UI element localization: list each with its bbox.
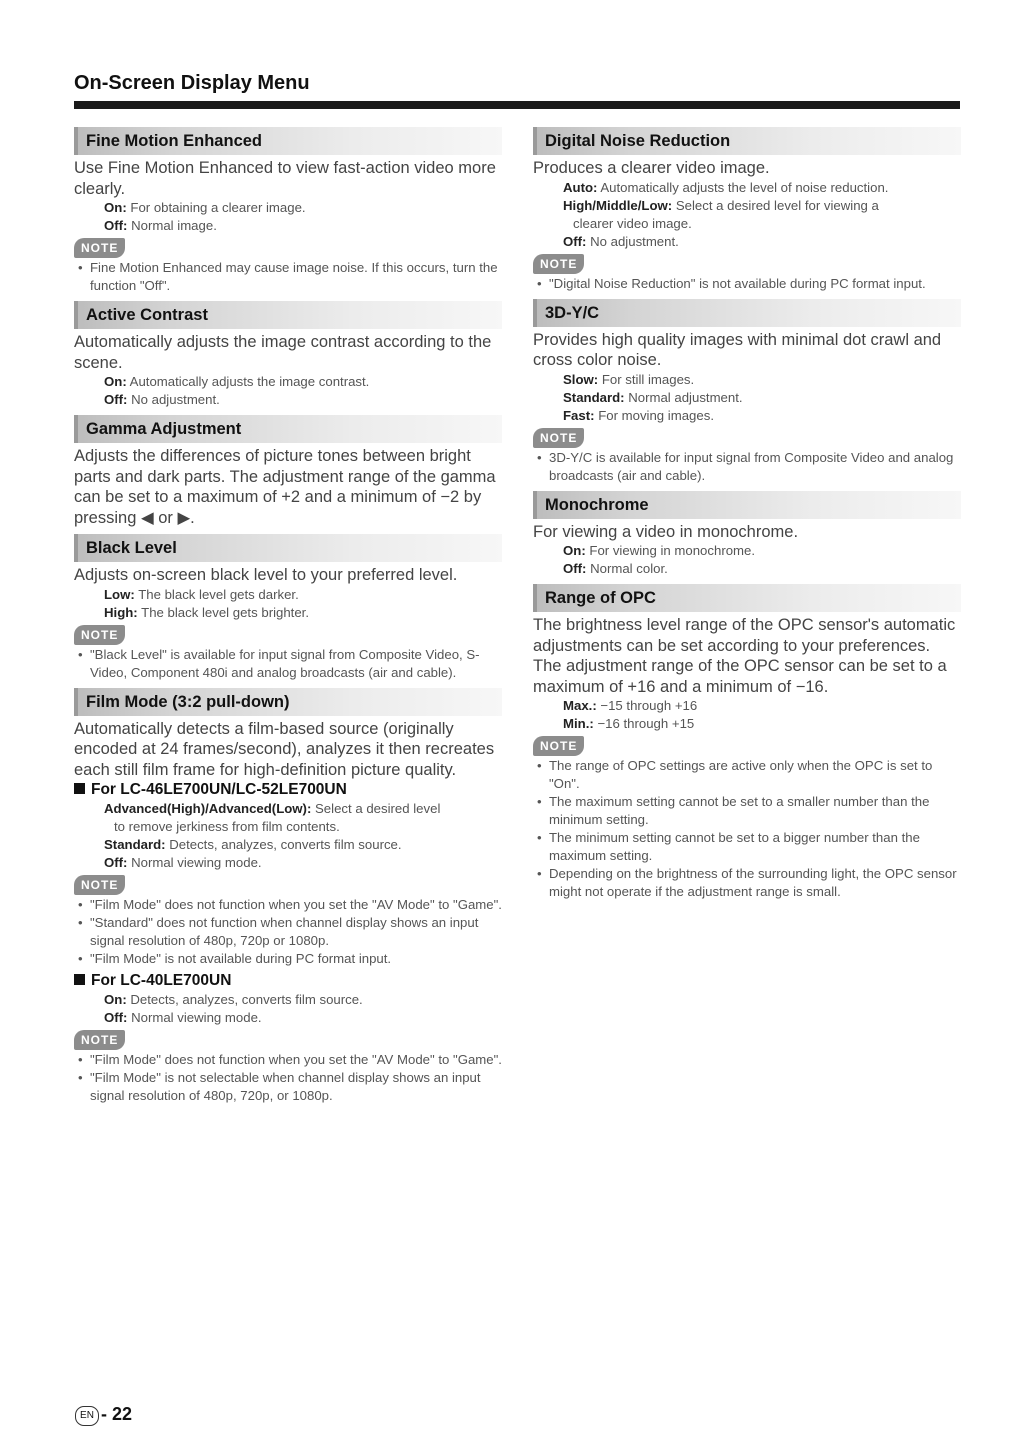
section-intro: Adjusts on-screen black level to your preferred level. [74, 566, 458, 584]
option-label: Off: [104, 218, 128, 233]
note-item: • The maximum setting cannot be set to a smaller number than the minimum setting. [533, 793, 961, 829]
section-gamma-adjustment [74, 415, 502, 528]
note-item: • "Film Mode" does not function when you set the "AV Mode" to "Game". [74, 896, 502, 914]
note-icon: NOTE [74, 238, 125, 258]
option-label: Off: [104, 392, 128, 407]
option-item [104, 1009, 502, 1027]
section-intro: For viewing a video in monochrome. [533, 522, 799, 541]
option-label: On: [104, 992, 127, 1007]
note-item: • Fine Motion Enhanced may cause image noise. If this occurs, turn the function "Off". [74, 259, 502, 295]
section-fine-motion-enhanced [74, 127, 502, 295]
section-heading: Fine Motion Enhanced [74, 127, 502, 155]
note-item: • "Film Mode" is not available during PC format input. [74, 950, 502, 968]
note-item: • "Black Level" is available for input signal from Composite Video, S-Video, Component 480i and analog broadcasts (air and cable). [74, 646, 502, 682]
section-heading: Digital Noise Reduction [533, 127, 961, 155]
model-subheading-text: For LC-46LE700UN/LC-52LE700UN [91, 781, 347, 798]
note-icon: NOTE [74, 1030, 125, 1050]
option-label: High: [104, 604, 138, 620]
option-text-continued: clearer video image. [573, 215, 692, 231]
en-language-icon: EN [75, 1406, 99, 1426]
option-item [563, 715, 961, 733]
model-subheading [74, 781, 502, 799]
option-label: Advanced(High)/Advanced(Low): [104, 801, 312, 816]
page-title: On-Screen Display Menu [74, 72, 310, 94]
option-text: For moving images. [598, 407, 714, 423]
section-monochrome [533, 491, 961, 579]
page-number-text: - 22 [101, 1404, 133, 1424]
option-text: Normal image. [131, 218, 217, 233]
option-label: On: [104, 200, 127, 215]
note-list [533, 275, 961, 293]
section-intro: Adjusts the differences of picture tones between bright parts and dark parts. The adjustment range of the gamma can be set to a maximum of +2 and a minimum of −2 by pressing ◀ or ▶. [74, 447, 496, 527]
model-subheading-text: For LC-40LE700UN [91, 972, 232, 989]
note-item: • "Film Mode" is not selectable when channel display shows an input signal resolution of 480p, 720p, or 1080p. [74, 1069, 502, 1105]
option-item [563, 197, 961, 233]
note-icon: NOTE [74, 625, 125, 645]
section-digital-noise-reduction [533, 127, 961, 293]
option-text: Normal viewing mode. [131, 1010, 262, 1025]
note-icon: NOTE [74, 875, 125, 895]
option-text: Normal adjustment. [628, 389, 743, 405]
option-text: −15 through +16 [600, 698, 698, 713]
option-label: Auto: [563, 179, 598, 195]
section-intro: Automatically detects a film-based source (originally encoded at 24 frames/second), analyzes it then recreates each still film frame for high-definition picture quality. [74, 719, 495, 779]
option-text: For still images. [601, 371, 695, 387]
option-text: Automatically adjusts the level of noise reduction. [600, 179, 889, 195]
option-text: Detects, analyzes, converts film source. [169, 837, 402, 852]
note-list [533, 449, 961, 485]
option-label: Off: [104, 1010, 128, 1025]
option-label: Standard: [563, 389, 625, 405]
note-list [74, 259, 502, 295]
option-item [104, 373, 502, 391]
note-item: • Depending on the brightness of the surrounding light, the OPC sensor might not operate if the adjustment range is small. [533, 865, 961, 901]
option-text: The black level gets brighter. [141, 604, 310, 620]
note-item: • "Film Mode" does not function when you set the "AV Mode" to "Game". [74, 1051, 502, 1069]
option-text-continued: to remove jerkiness from film contents. [114, 819, 340, 834]
option-text: Select a desired level [315, 801, 441, 816]
option-item [563, 542, 961, 560]
section-intro: Produces a clearer video image. [533, 159, 770, 177]
square-bullet-icon [74, 974, 85, 985]
note-icon: NOTE [533, 428, 584, 448]
option-text: No adjustment. [131, 392, 220, 407]
note-list [74, 896, 502, 968]
section-heading: Black Level [74, 534, 502, 562]
section-black-level [74, 534, 502, 682]
option-label: Off: [104, 855, 128, 870]
option-item [104, 836, 502, 854]
note-item: • "Standard" does not function when channel display shows an input signal resolution of 480p, 720p or 1080p. [74, 914, 502, 950]
option-item [563, 389, 961, 407]
section-film-mode [74, 688, 502, 1106]
section-heading: Range of OPC [533, 584, 961, 612]
option-item [104, 217, 502, 235]
option-item [563, 233, 961, 251]
option-label: Max.: [563, 698, 597, 713]
section-intro: Use Fine Motion Enhanced to view fast-action video more clearly. [74, 159, 496, 198]
option-item [563, 697, 961, 715]
section-intro: Automatically adjusts the image contrast according to the scene. [74, 333, 492, 372]
option-item [104, 199, 502, 217]
option-label: Low: [104, 586, 135, 602]
option-item [563, 179, 961, 197]
option-text: No adjustment. [590, 233, 679, 249]
title-rule [74, 101, 960, 109]
note-item: • The range of OPC settings are active only when the OPC is set to "On". [533, 757, 961, 793]
section-heading: Gamma Adjustment [74, 415, 502, 443]
option-label: Off: [563, 233, 587, 249]
option-text: −16 through +15 [597, 716, 695, 731]
option-item [104, 604, 502, 622]
option-text: Normal viewing mode. [131, 855, 262, 870]
option-text: The black level gets darker. [138, 586, 299, 602]
option-text: Automatically adjusts the image contrast. [129, 374, 370, 389]
note-list [533, 757, 961, 901]
square-bullet-icon [74, 783, 85, 794]
option-item [104, 991, 502, 1009]
section-intro: The brightness level range of the OPC sensor's automatic adjustments can be set according to your preferences. The adjustment range of the OPC sensor can be set to a maximum of +16 and a minimum of −16. [533, 616, 956, 696]
option-item [563, 371, 961, 389]
option-label: Off: [563, 561, 587, 576]
note-icon: NOTE [533, 736, 584, 756]
section-heading: Monochrome [533, 491, 961, 519]
page-number [75, 1404, 132, 1426]
option-label: Slow: [563, 371, 599, 387]
option-item [104, 391, 502, 409]
option-item [563, 560, 961, 578]
option-label: On: [104, 374, 127, 389]
section-heading: 3D-Y/C [533, 299, 961, 327]
note-icon: NOTE [533, 254, 584, 274]
option-label: On: [563, 543, 586, 558]
section-range-of-opc [533, 584, 961, 901]
note-item: • The minimum setting cannot be set to a bigger number than the maximum setting. [533, 829, 961, 865]
note-item: • "Digital Noise Reduction" is not available during PC format input. [533, 275, 961, 293]
option-item [104, 586, 502, 604]
right-column [533, 127, 961, 907]
option-item [104, 800, 502, 836]
model-subheading [74, 972, 502, 990]
option-label: Min.: [563, 716, 594, 731]
section-heading: Film Mode (3:2 pull-down) [74, 688, 502, 716]
option-item [563, 407, 961, 425]
left-column [74, 127, 502, 1111]
option-label: High/Middle/Low: [563, 197, 673, 213]
option-text: For obtaining a clearer image. [130, 200, 306, 215]
note-list [74, 1051, 502, 1105]
option-item [104, 854, 502, 872]
option-text: Detects, analyzes, converts film source. [130, 992, 363, 1007]
note-list [74, 646, 502, 682]
option-label: Fast: [563, 407, 595, 423]
option-text: For viewing in monochrome. [589, 543, 756, 558]
section-heading: Active Contrast [74, 301, 502, 329]
section-intro: Provides high quality images with minimal dot crawl and cross color noise. [533, 330, 942, 369]
option-text: Select a desired level for viewing a [675, 197, 879, 213]
note-item: • 3D-Y/C is available for input signal from Composite Video and analog broadcasts (air and cable). [533, 449, 961, 485]
option-text: Normal color. [590, 561, 668, 576]
option-label: Standard: [104, 837, 166, 852]
section-active-contrast [74, 301, 502, 409]
section-3d-yc [533, 299, 961, 485]
